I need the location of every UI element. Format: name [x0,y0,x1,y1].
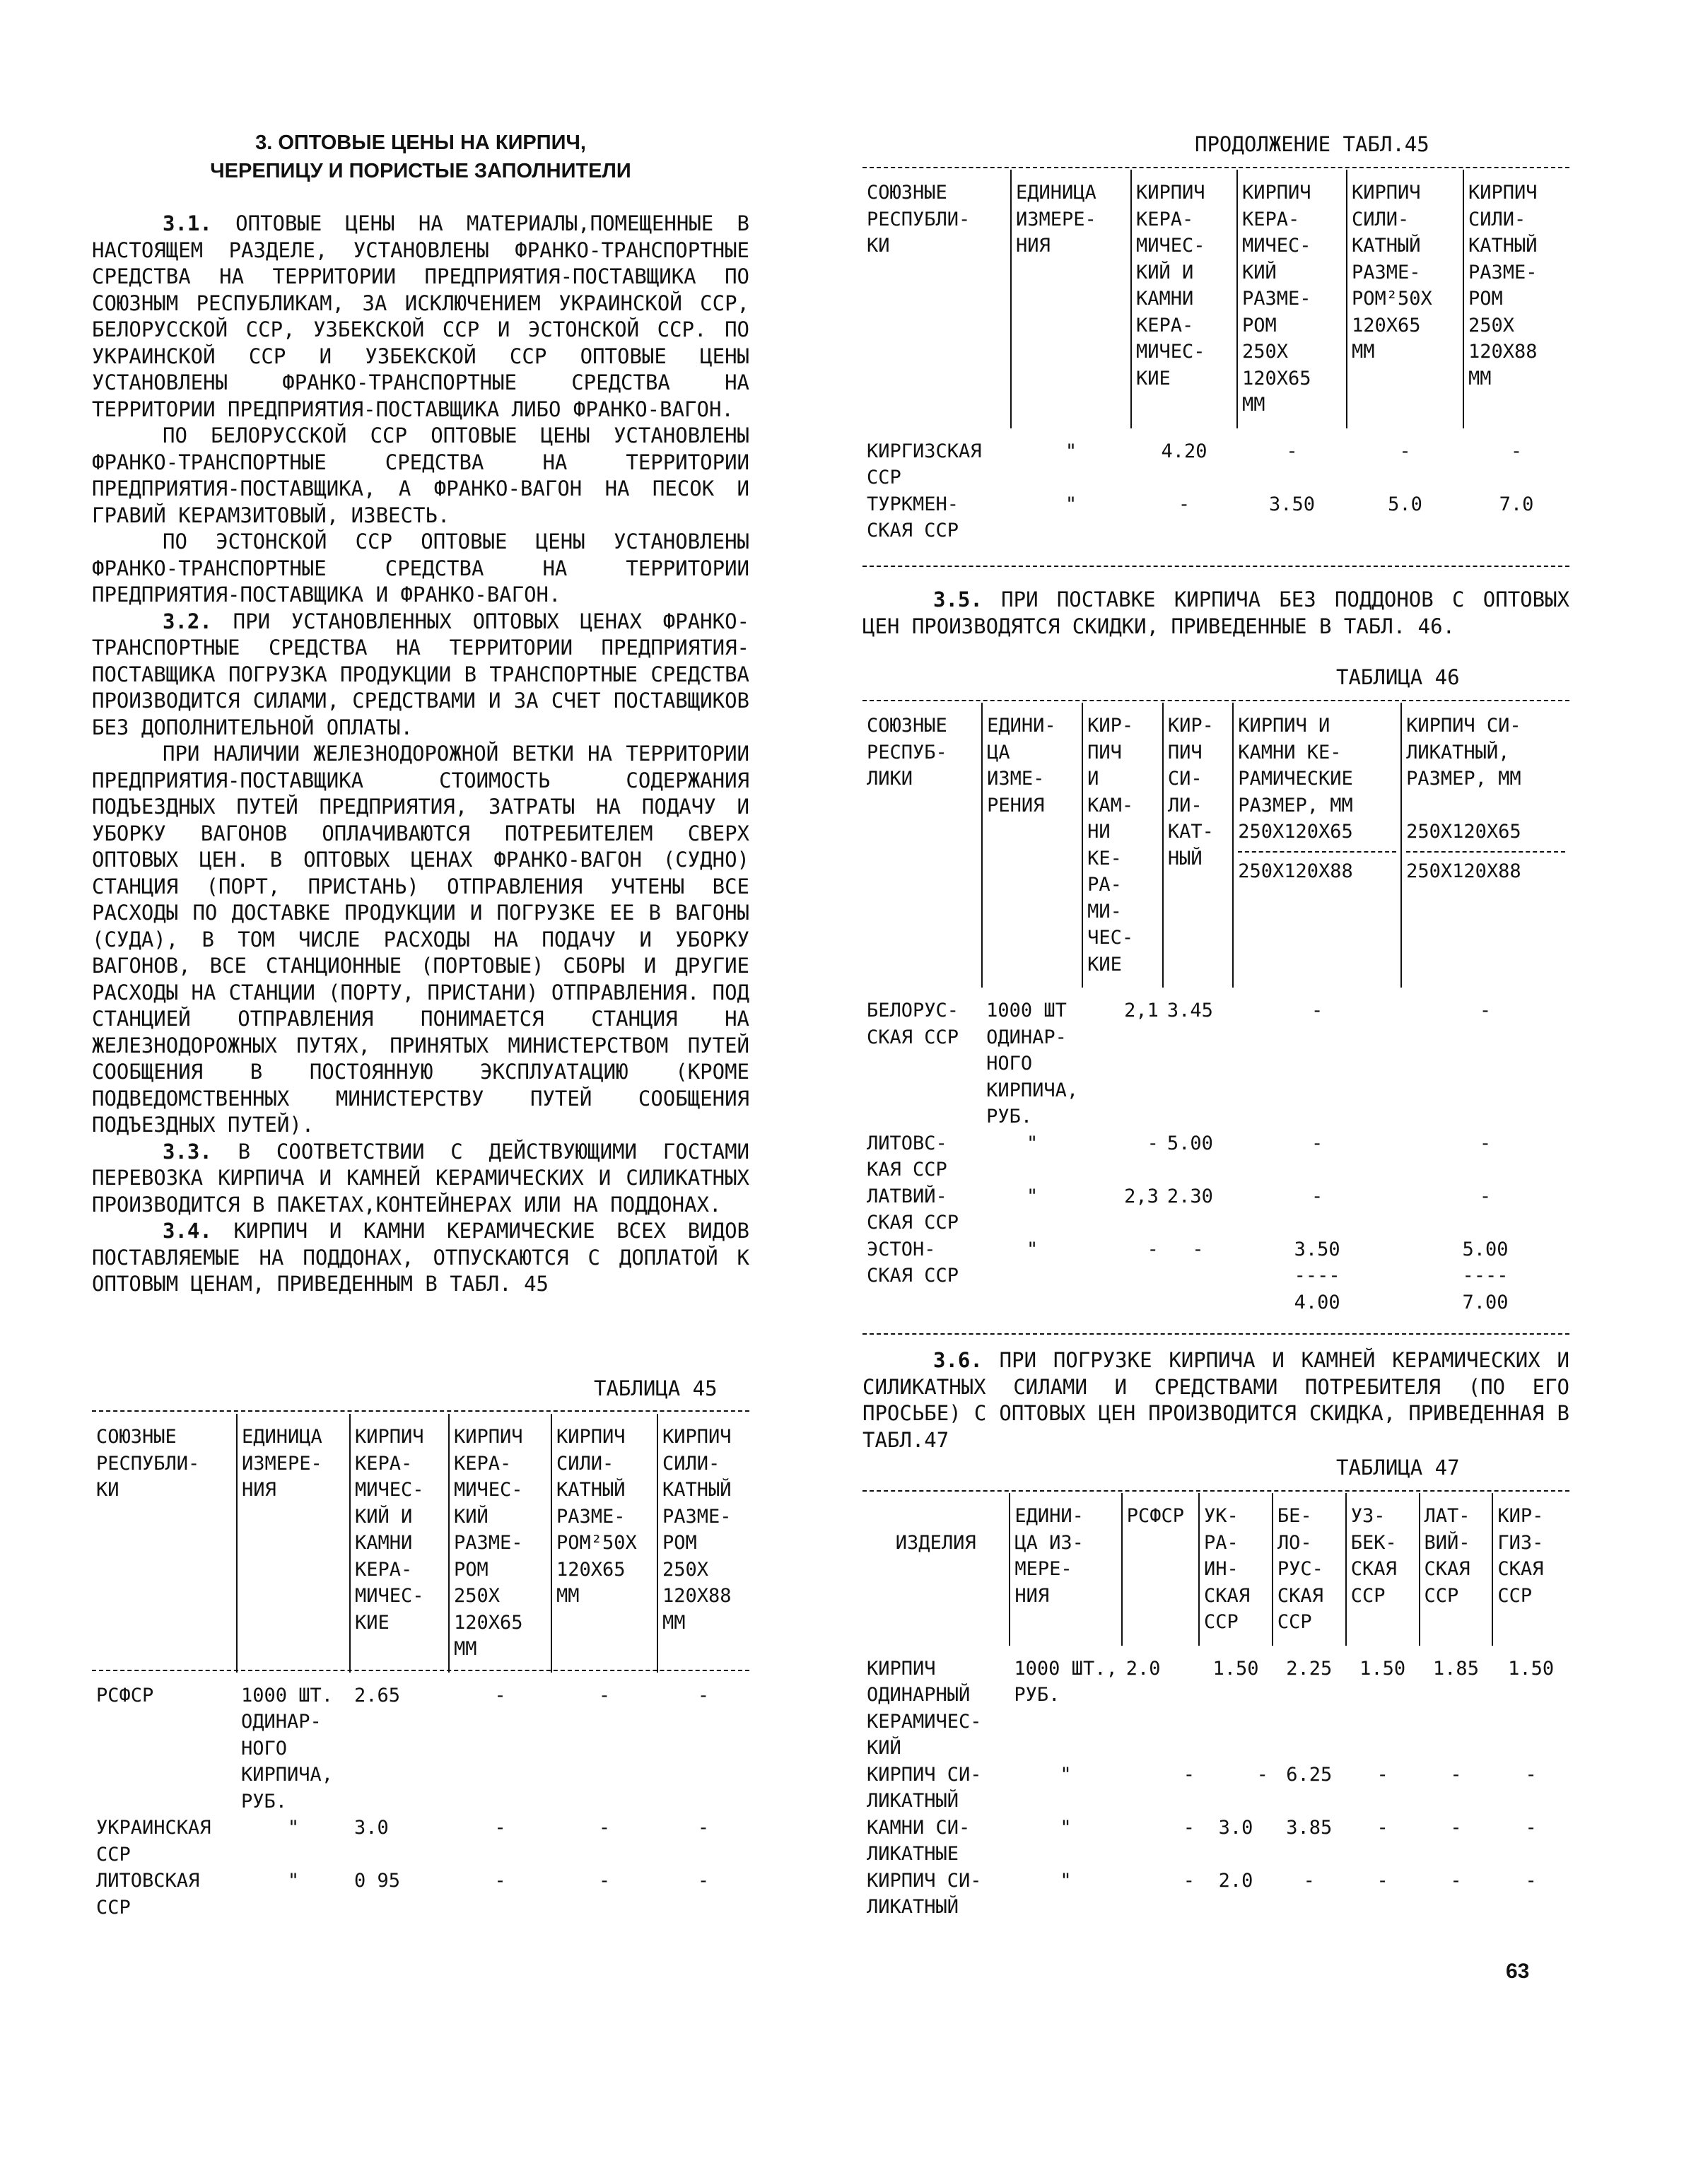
table-row [92,1673,749,1815]
table46-size-b: 250Х120Х88 [1406,860,1521,882]
table46-header-cell: СОЮЗНЫЕ РЕСПУБ- ЛИКИ [867,715,947,790]
paragraph-3-5 [862,587,1569,640]
table-cell: - [1399,440,1411,462]
table-cell: 7.0 [1499,493,1534,515]
table-cell: 1.50 [1212,1657,1259,1680]
paragraph-number: 3.1. [163,211,212,235]
table45-header-cell: ЕДИНИЦА ИЗМЕРЕ- НИЯ [237,1414,350,1673]
table-cell: - [1479,1000,1492,1021]
table-row [862,988,1569,1130]
table-cell: - [1376,1816,1388,1839]
table47-header-cell: КИР- ГИЗ- СКАЯ ССР [1492,1493,1569,1646]
table-cell: - [494,1684,506,1707]
table46-header-text: КИРПИЧ И КАМНИ КЕ- РАМИЧЕСКИЕ РАЗМЕР, ММ [1238,715,1353,816]
table46-size-a: 250Х120Х65 [1238,821,1353,843]
table45-rule-mid [92,1670,749,1671]
table-row [862,491,1569,544]
paragraph [92,741,749,1139]
table46-header-cell: КИР- ПИЧ И КАМ- НИ КЕ- РА- МИ- ЧЕС- КИЕ [1082,703,1163,988]
paragraph-number: 3.6. [933,1348,983,1372]
table-row [862,428,1569,491]
table45-continued [862,170,1569,544]
table-cell: ЭСТОН- СКАЯ ССР [867,1238,959,1287]
table-row [862,1868,1569,1921]
table-cell: 1000 ШТ., РУБ. [1014,1657,1118,1706]
table45-cont-header-cell: КИРПИЧ СИЛИ- КАТНЫЙ РАЗМЕ- РОМ²50Х 120Х65 ММ [1347,170,1463,428]
table46-header [862,703,1569,988]
table-cell: - [494,1870,506,1892]
table-cell: " [1065,440,1077,462]
table-cell: 2.30 [1166,1185,1213,1207]
table46-rule-bottom [862,1333,1569,1335]
table46-rule-top [862,700,1569,701]
table45-header-cell: СОЮЗНЫЕ РЕСПУБЛИ- КИ [96,1426,200,1501]
table-cell: - [697,1817,710,1839]
table-cell: - [494,1817,506,1839]
table-cell: РСФСР [96,1684,154,1707]
table-cell: КИРГИЗСКАЯ ССР [867,440,982,488]
paragraph [92,211,749,423]
table-cell: - [1147,1132,1159,1154]
table-cell: 3.85 [1286,1816,1333,1839]
table-cell: - [1183,1869,1195,1892]
table-cell: 1000 ШТ ОДИНАР- НОГО КИРПИЧА, РУБ. [986,1000,1079,1128]
table46 [862,703,1569,1316]
table-cell: " [287,1870,300,1892]
table-cell: - [598,1684,611,1707]
paragraph-number: 3.4. [163,1219,212,1243]
table46-header-cell [1233,703,1401,988]
table-cell: 1.85 [1432,1657,1479,1680]
table-cell: - [598,1870,611,1892]
paragraph-text: КИРПИЧ И КАМНИ КЕРАМИЧЕСКИЕ ВСЕХ ВИДОВ ПОСТАВЛЯЕМЫЕ НА ПОДДОНАХ, ОТПУСКАЮТСЯ С ДОПЛАТОЙ К ОПТОВЫМ ЦЕНАМ, ПРИВЕДЕННЫМ В ТАБЛ. 45 [92,1219,749,1296]
paragraph-text: В СООТВЕТСТВИИ С ДЕЙСТВУЮЩИМИ ГОСТАМИ ПЕРЕВОЗКА КИРПИЧА И КАМНЕЙ КЕРАМИЧЕСКИХ И СИЛИКАТНЫХ ПРОИЗВОДИТСЯ В ПАКЕТАХ,КОНТЕЙНЕРАХ ИЛИ НА ПОДДОНАХ. [92,1139,749,1217]
paragraph-number: 3.2. [163,609,212,633]
paragraph [92,1139,749,1219]
paragraph-number: 3.5. [933,587,983,611]
paragraph-number: 3.3. [163,1139,212,1164]
table-cell: - [1450,1763,1462,1786]
table45-header-cell: КИРПИЧ КЕРА- МИЧЕС- КИЙ РАЗМЕ- РОМ 250Х 120Х65 ММ [449,1414,551,1673]
table-cell: - [1450,1869,1462,1892]
table45-cont-rule-top [862,167,1569,168]
table-cell: - [1183,1816,1195,1839]
table46-caption: ТАБЛИЦА 46 [1336,665,1460,689]
table-row [862,1815,1569,1868]
paragraph-text: ПРИ ПОГРУЗКЕ КИРПИЧА И КАМНЕЙ КЕРАМИЧЕСКИХ И СИЛИКАТНЫХ СИЛАМИ И СРЕДСТВАМИ ПОТРЕБИТЕЛЯ (ПО ЕГО ПРОСЬБЕ) С ОПТОВЫХ ЦЕН ПРОИЗВОДИТСЯ СКИДКА, ПРИВЕДЕННАЯ В ТАБЛ.47 [862,1348,1569,1452]
table-cell: - [1450,1816,1462,1839]
paragraph [92,529,749,609]
table45-cont-header-cell: КИРПИЧ СИЛИ- КАТНЫЙ РАЗМЕ- РОМ 250Х 120Х88 ММ [1463,170,1569,428]
table46-size-a: 250Х120Х65 [1406,821,1521,843]
table-cell: - [1286,440,1298,462]
table47-header-cell: УЗ- БЕК- СКАЯ ССР [1346,1493,1420,1646]
table-cell: 1000 ШТ. ОДИНАР- НОГО КИРПИЧА, РУБ. [241,1684,334,1813]
table45-cont-caption: ПРОДОЛЖЕНИЕ ТАБЛ.45 [1195,132,1429,156]
table45-cont-header-cell: СОЮЗНЫЕ РЕСПУБЛИ- КИ [867,182,971,257]
table46-header-cell [1401,703,1569,988]
paragraph-text: ПРИ ПОСТАВКЕ КИРПИЧА БЕЗ ПОДДОНОВ С ОПТОВЫХ ЦЕН ПРОИЗВОДЯТСЯ СКИДКИ, ПРИВЕДЕННЫЕ В ТАБЛ. 46. [862,587,1569,638]
paragraph-text: ПО БЕЛОРУССКОЙ ССР ОПТОВЫЕ ЦЕНЫ УСТАНОВЛЕНЫ ФРАНКО-ТРАНСПОРТНЫЕ СРЕДСТВА НА ТЕРРИТОРИИ ПРЕДПРИЯТИЯ-ПОСТАВЩИКА, А ФРАНКО-ВАГОН НА ПЕСОК И ГРАВИЙ КЕРАМЗИТОВЫЙ, ИЗВЕСТЬ. [92,423,749,527]
table-cell: " [1060,1869,1072,1892]
table45-cont-rule-bottom [862,566,1569,567]
table-cell: - [1311,1000,1323,1021]
table47-header-cell: ЕДИНИ- ЦА ИЗ- МЕРЕ- НИЯ [1010,1493,1121,1646]
table45-cont-header [862,170,1569,428]
table-cell: УКРАИНСКАЯ ССР [96,1817,211,1866]
section-title [92,129,749,185]
table-cell: 5.00 ---- 7.00 [1462,1238,1509,1313]
table-cell: 1.50 [1359,1657,1406,1680]
table-cell: - [1376,1869,1388,1892]
section-title-line1: 3. ОПТОВЫЕ ЦЕНЫ НА КИРПИЧ, [255,131,586,154]
table47-header-cell: ЛАТ- ВИЙ- СКАЯ ССР [1420,1493,1493,1646]
table-cell: 3.50 [1268,493,1316,515]
table45-caption: ТАБЛИЦА 45 [594,1376,718,1400]
table-row [862,1762,1569,1815]
table45-header-cell: КИРПИЧ СИЛИ- КАТНЫЙ РАЗМЕ- РОМ²50Х 120Х65 ММ [551,1414,657,1673]
table-row [92,1815,749,1868]
table-cell: 5.00 [1166,1132,1213,1154]
table46-header-cell: КИР- ПИЧ СИ- ЛИ- КАТ- НЫЙ [1163,703,1233,988]
section-title-line2: ЧЕРЕПИЦУ И ПОРИСТЫЕ ЗАПОЛНИТЕЛИ [210,160,631,182]
table45-cont-header-cell: КИРПИЧ КЕРА- МИЧЕС- КИЙ И КАМНИ КЕРА- МИЧЕС- КИЕ [1131,170,1237,428]
table-cell: - [1525,1869,1537,1892]
table-row [862,1646,1569,1762]
table-row [862,1130,1569,1183]
table-cell: БЕЛОРУС- СКАЯ ССР [867,1000,959,1048]
table45-header-cell: КИРПИЧ КЕРА- МИЧЕС- КИЙ И КАМНИ КЕРА- МИЧЕС- КИЕ [350,1414,449,1673]
table45-cont-header-cell: ЕДИНИЦА ИЗМЕРЕ- НИЯ [1011,170,1131,428]
table47-rule-top [862,1490,1569,1492]
table-cell: " [1060,1763,1072,1786]
table-cell: ЛИТОВС- КАЯ ССР [867,1132,947,1181]
table-row [862,1183,1569,1236]
table-cell: - [1311,1185,1323,1207]
table47 [862,1493,1569,1921]
table45-rule-top [92,1410,749,1412]
table-cell: - [1183,1763,1195,1786]
paragraph-text: ПРИ УСТАНОВЛЕННЫХ ОПТОВЫХ ЦЕНАХ ФРАНКО-ТРАНСПОРТНЫЕ СРЕДСТВА НА ТЕРРИТОРИИ ПРЕДПРИЯТИЯ-ПОСТАВЩИКА ПОГРУЗКА ПРОДУКЦИИ В ТРАНСПОРТНЫЕ СРЕДСТВА ПРОИЗВОДИТСЯ СИЛАМИ, СРЕДСТВАМИ И ЗА СЧЕТ ПОСТАВЩИКОВ БЕЗ ДОПОЛНИТЕЛЬНОЙ ОПЛАТЫ. [92,609,749,739]
table45-header-cell: КИРПИЧ СИЛИ- КАТНЫЙ РАЗМЕ- РОМ 250Х 120Х88 ММ [657,1414,749,1673]
table46-size-divider [1238,851,1396,853]
table-cell: - [1147,1238,1159,1260]
paragraph-text: ОПТОВЫЕ ЦЕНЫ НА МАТЕРИАЛЫ,ПОМЕЩЕННЫЕ В НАСТОЯЩЕМ РАЗДЕЛЕ, УСТАНОВЛЕНЫ ФРАНКО-ТРАНСПОРТНЫЕ СРЕДСТВА НА ТЕРРИТОРИИ ПРЕДПРИЯТИЯ-ПОСТАВЩИКА ПО СОЮЗНЫМ РЕСПУБЛИКАМ, ЗА ИСКЛЮЧЕНИЕМ УКРАИНСКОЙ ССР, БЕЛОРУССКОЙ ССР, УЗБЕКСКОЙ ССР И ЭСТОНСКОЙ ССР. ПО УКРАИНСКОЙ ССР И УЗБЕКСКОЙ ССР ОПТОВЫЕ ЦЕНЫ УСТАНОВЛЕНЫ ФРАНКО-ТРАНСПОРТНЫЕ СРЕДСТВА НА ТЕРРИТОРИИ ПРЕДПРИЯТИЯ-ПОСТАВЩИКА ЛИБО ФРАНКО-ВАГОН. [92,211,749,421]
table-row [862,1236,1569,1316]
table47-header-cell: УК- РА- ИН- СКАЯ ССР [1199,1493,1273,1646]
table46-size-divider [1406,851,1565,853]
table-cell: " [1026,1238,1039,1260]
table-cell: - [1510,440,1523,462]
table-cell: - [1525,1763,1537,1786]
table-cell: 2,1 [1124,1000,1159,1021]
table-cell: 4.20 [1161,440,1207,462]
table-cell: - [1525,1816,1537,1839]
table-cell: ТУРКМЕН- СКАЯ ССР [867,493,959,542]
table-row [92,1868,749,1921]
table-cell: " [287,1817,300,1839]
table-cell: - [1192,1238,1204,1260]
table-cell: 2,3 [1124,1185,1159,1207]
table-cell: - [1479,1132,1492,1154]
table-cell: - [598,1817,611,1839]
paragraph [862,1347,1569,1453]
table-cell: 2.65 [354,1684,401,1707]
table47-caption: ТАБЛИЦА 47 [1336,1456,1460,1480]
table-cell: " [1060,1816,1072,1839]
table-cell: - [1256,1763,1268,1786]
table-cell: " [1065,493,1077,515]
table-cell: 3.0 [354,1817,389,1839]
table47-header-cell: БЕ- ЛО- РУС- СКАЯ ССР [1273,1493,1346,1646]
paragraph [92,609,749,742]
table46-size-b: 250Х120Х88 [1238,860,1353,882]
table-cell: 1.50 [1508,1657,1555,1680]
table-cell: 3.0 [1218,1816,1253,1839]
page-number: 63 [1506,1960,1530,1983]
table-cell: 2.0 [1218,1869,1253,1892]
table45 [92,1414,749,1921]
table-cell: " [1026,1132,1039,1154]
table46-header-text: КИРПИЧ СИ- ЛИКАТНЫЙ, РАЗМЕР, ММ [1406,715,1521,790]
table-cell: КИРПИЧ СИ- ЛИКАТНЫЙ [867,1763,982,1812]
table-cell: 6.25 [1286,1763,1333,1786]
paragraph-text: ПО ЭСТОНСКОЙ ССР ОПТОВЫЕ ЦЕНЫ УСТАНОВЛЕНЫ ФРАНКО-ТРАНСПОРТНЫЕ СРЕДСТВА НА ТЕРРИТОРИИ ПРЕДПРИЯТИЯ-ПОСТАВЩИКА И ФРАНКО-ВАГОН. [92,529,749,607]
paragraph-3-6 [862,1347,1569,1453]
section-body [92,211,749,1298]
table-cell: 3.45 [1166,1000,1213,1021]
table45-header [92,1414,749,1673]
paragraph [92,1218,749,1298]
table-cell: - [1303,1869,1315,1892]
paragraph-text: ПРИ НАЛИЧИИ ЖЕЛЕЗНОДОРОЖНОЙ ВЕТКИ НА ТЕРРИТОРИИ ПРЕДПРИЯТИЯ-ПОСТАВЩИКА СТОИМОСТЬ СОДЕРЖАНИЯ ПОДЪЕЗДНЫХ ПУТЕЙ ПРЕДПРИЯТИЯ, ЗАТРАТЫ НА ПОДАЧУ И УБОРКУ ВАГОНОВ ОПЛАЧИВАЮТСЯ ПОТРЕБИТЕЛЕМ СВЕРХ ОПТОВЫХ ЦЕН. В ОПТОВЫХ ЦЕНАХ ФРАНКО-ВАГОН (СУДНО) СТАНЦИЯ (ПОРТ, ПРИСТАНЬ) ОТПРАВЛЕНИЯ УЧТЕНЫ ВСЕ РАСХОДЫ ПО ДОСТАВКЕ ПРОДУКЦИИ И ПОГРУЗКЕ ЕЕ В ВАГОНЫ (СУДА), В ТОМ ЧИСЛЕ РАСХОДЫ НА ПОДАЧУ И УБОРКУ ВАГОНОВ, ВСЕ СТАНЦИОННЫЕ (ПОРТОВЫЕ) СБОРЫ И ДРУГИЕ РАСХОДЫ НА СТАНЦИИ (ПОРТУ, ПРИСТАНИ) ОТПРАВЛЕНИЯ. ПОД СТАНЦИЕЙ ОТПРАВЛЕНИЯ ПОНИМАЕТСЯ СТАНЦИЯ НА ЖЕЛЕЗНОДОРОЖНЫХ ПУТЯХ, ПРИНЯТЫХ МИНИСТЕРСТВОМ ПУТЕЙ СООБЩЕНИЯ В ПОСТОЯННУЮ ЭКСПЛУАТАЦИЮ (КРОМЕ ПОДВЕДОМСТВЕННЫХ МИНИСТЕРСТВУ ПУТЕЙ СООБЩЕНИЯ ПОДЪЕЗДНЫХ ПУТЕЙ). [92,742,749,1137]
table47-header-cell: ИЗДЕЛИЯ [895,1532,976,1554]
table-cell: - [697,1870,710,1892]
table-cell: - [1479,1185,1492,1207]
table-cell: - [1311,1132,1323,1154]
table-cell: 5.0 [1388,493,1422,515]
table46-spacer [1406,792,1565,819]
table-cell: ЛИТОВСКАЯ ССР [96,1870,200,1919]
paragraph [92,423,749,529]
table47-header-cell: РСФСР [1122,1493,1199,1646]
table-cell: 3.50 ---- 4.00 [1294,1238,1340,1313]
table-cell: 2.25 [1286,1657,1333,1680]
table-cell: 2.0 [1125,1657,1161,1680]
table-cell: - [697,1684,710,1707]
table-cell: КИРПИЧ СИ- ЛИКАТНЫЙ [867,1869,982,1918]
table-cell: - [1376,1763,1388,1786]
table-cell: КИРПИЧ ОДИНАРНЫЙ КЕРАМИЧЕС- КИЙ [867,1657,982,1759]
table-cell: ЛАТВИЙ- СКАЯ ССР [867,1185,959,1234]
paragraph [862,587,1569,640]
table-cell: - [1178,493,1191,515]
table-cell: " [1026,1185,1039,1207]
table-cell: КАМНИ СИ- ЛИКАТНЫЕ [867,1816,971,1865]
table45-cont-header-cell: КИРПИЧ КЕРА- МИЧЕС- КИЙ РАЗМЕ- РОМ 250Х 120Х65 ММ [1237,170,1347,428]
table46-header-cell: ЕДИНИ- ЦА ИЗМЕ- РЕНИЯ [982,703,1082,988]
table47-header [862,1493,1569,1646]
table-cell: 0 95 [354,1870,401,1892]
